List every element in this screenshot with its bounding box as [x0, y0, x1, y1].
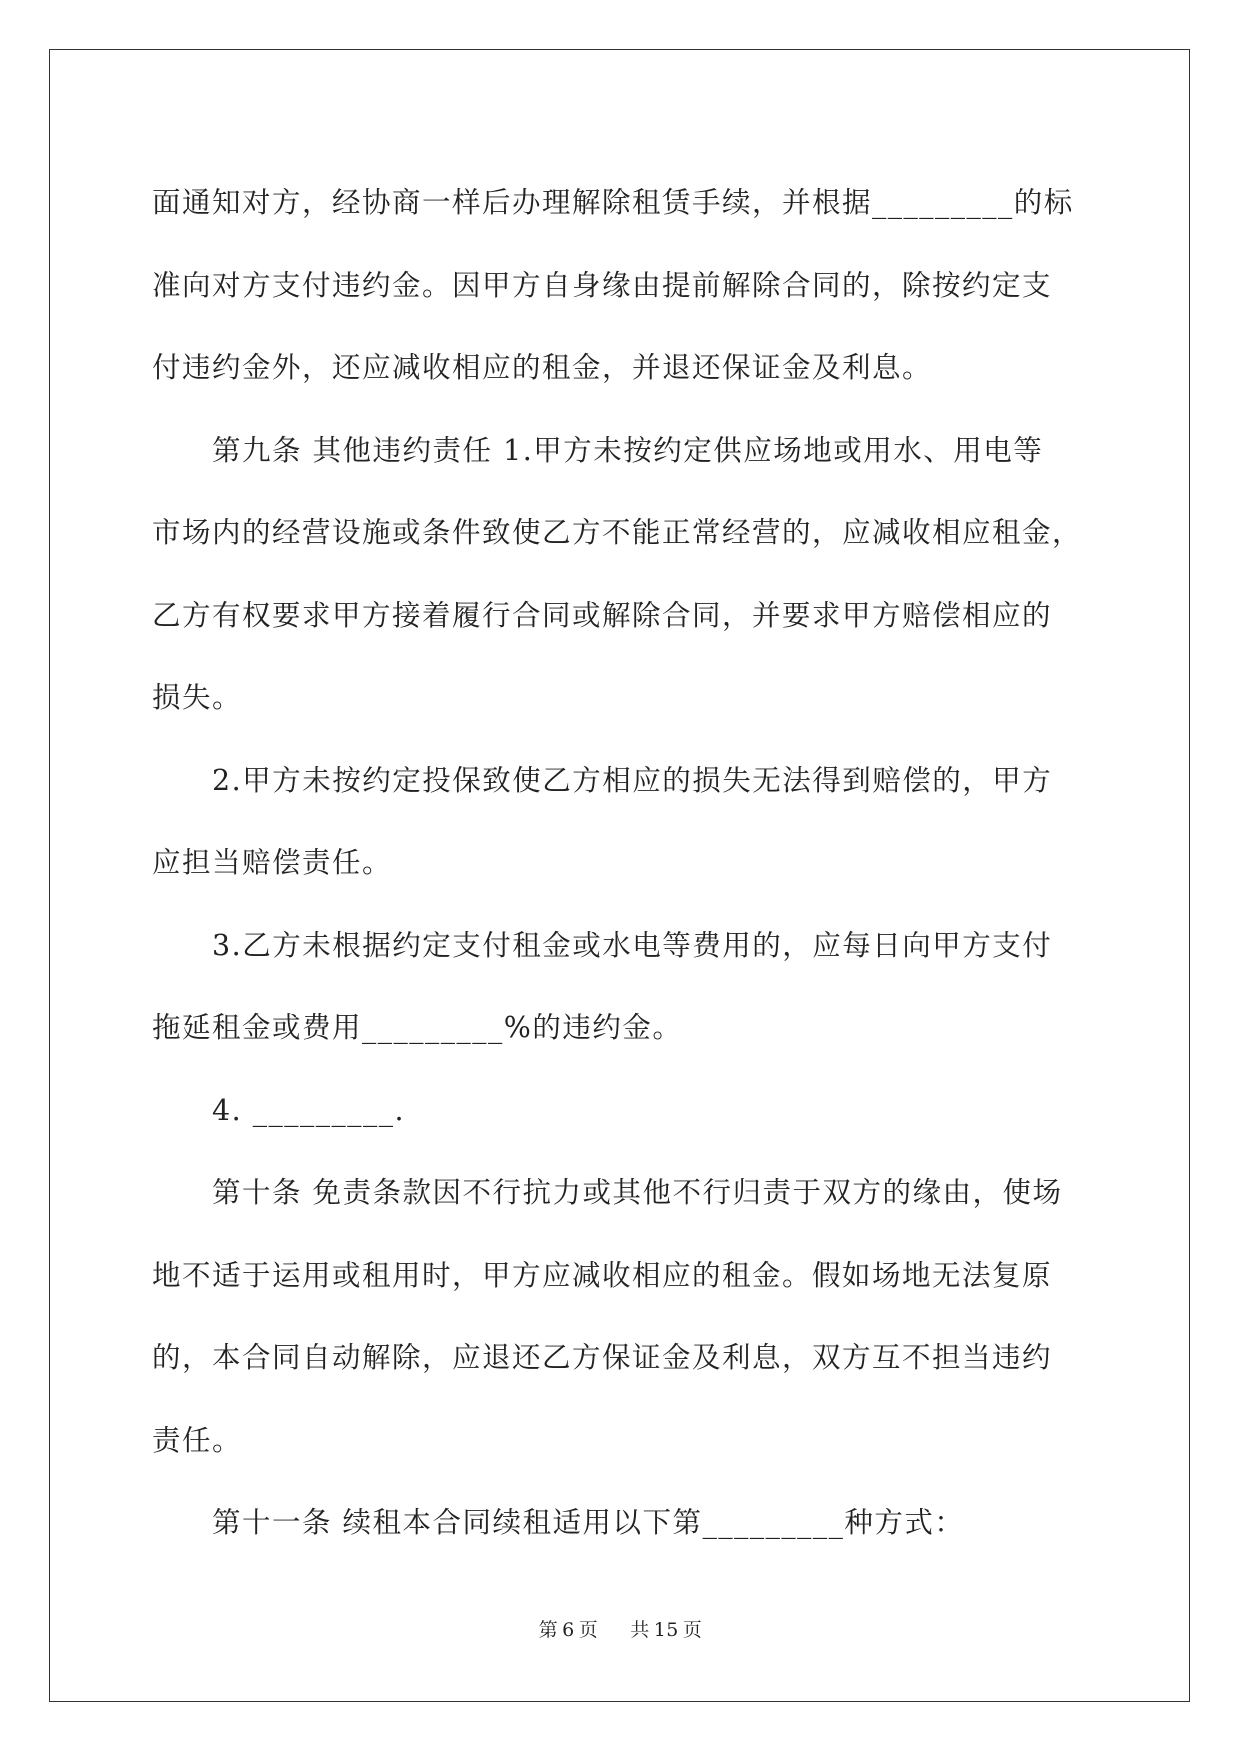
text-segment: 准向对方支付违约金。因甲方自身缘由提前解除合同的，除按约定支: [152, 268, 1053, 302]
total-prefix: 共: [630, 1619, 650, 1641]
text-line: [152, 1482, 1102, 1565]
text-line: [152, 822, 1102, 905]
article-10-heading: 第十条 免责条款因不行抗力或其他不行归责于双方的缘由，使场: [212, 1176, 1063, 1209]
text-line: [152, 1152, 1102, 1235]
text-line: [152, 987, 1102, 1070]
text-line: [152, 905, 1102, 988]
list-item-4: 4.: [212, 1093, 253, 1127]
list-item-3: 3.乙方未根据约定支付租金或水电等费用的，应每日向甲方支付: [212, 928, 1053, 962]
text-line: [152, 410, 1102, 493]
text-line: [152, 575, 1102, 658]
text-segment: %的违约金。: [503, 1011, 683, 1044]
page-suffix: 页: [578, 1619, 599, 1641]
fill-in-blank: _________: [252, 1093, 395, 1127]
fill-in-blank: _________: [702, 1506, 845, 1539]
text-line: [152, 492, 1102, 575]
text-segment: 乙方有权要求甲方接着履行合同或解除合同，并要求甲方赔偿相应的: [152, 598, 1053, 632]
total-pages: 15: [653, 1619, 679, 1641]
text-segment: 责任。: [152, 1423, 243, 1457]
text-line: [152, 327, 1102, 410]
article-11-heading: 第十一条 续租本合同续租适用以下第: [212, 1506, 703, 1539]
article-9-heading: 第九条 其他违约责任 1.甲方未按约定供应场地或用水、用电等: [212, 433, 1044, 467]
text-segment: 拖延租金或费用: [152, 1011, 363, 1044]
text-segment: 应担当赔偿责任。: [152, 846, 393, 879]
text-line: [152, 1235, 1102, 1318]
text-line: [152, 245, 1102, 328]
list-item-2: 2.甲方未按约定投保致使乙方相应的损失无法得到赔偿的，甲方: [212, 763, 1053, 797]
page-footer: [0, 1615, 1241, 1642]
text-segment: 地不适于运用或租用时，甲方应减收相应的租金。假如场地无法复原: [152, 1258, 1053, 1292]
text-segment: 的，本合同自动解除，应退还乙方保证金及利息，双方互不担当违约: [152, 1341, 1053, 1374]
page-number: 6: [562, 1619, 575, 1641]
text-line: [152, 1070, 1102, 1153]
text-line: [152, 162, 1102, 245]
text-line: [152, 740, 1102, 823]
text-segment: .: [394, 1093, 406, 1127]
text-segment: 的标: [1013, 186, 1074, 219]
text-line: [152, 1317, 1102, 1400]
document-body: [152, 162, 1102, 1565]
fill-in-blank: _________: [872, 186, 1014, 219]
text-line: [152, 657, 1102, 740]
total-suffix: 页: [682, 1619, 703, 1641]
text-segment: 付违约金外，还应减收相应的租金，并退还保证金及利息。: [152, 351, 933, 384]
fill-in-blank: _________: [362, 1011, 504, 1044]
text-segment: 损失。: [152, 681, 243, 714]
page-prefix: 第: [538, 1619, 559, 1641]
text-segment: 种方式：: [844, 1506, 965, 1539]
page-indicator: [535, 1619, 603, 1641]
text-segment: 市场内的经营设施或条件致使乙方不能正常经营的，应减收相应租金，: [152, 516, 1083, 549]
total-pages-indicator: [626, 1619, 706, 1641]
text-segment: 面通知对方，经协商一样后办理解除租赁手续，并根据: [152, 186, 873, 219]
text-line: [152, 1400, 1102, 1483]
